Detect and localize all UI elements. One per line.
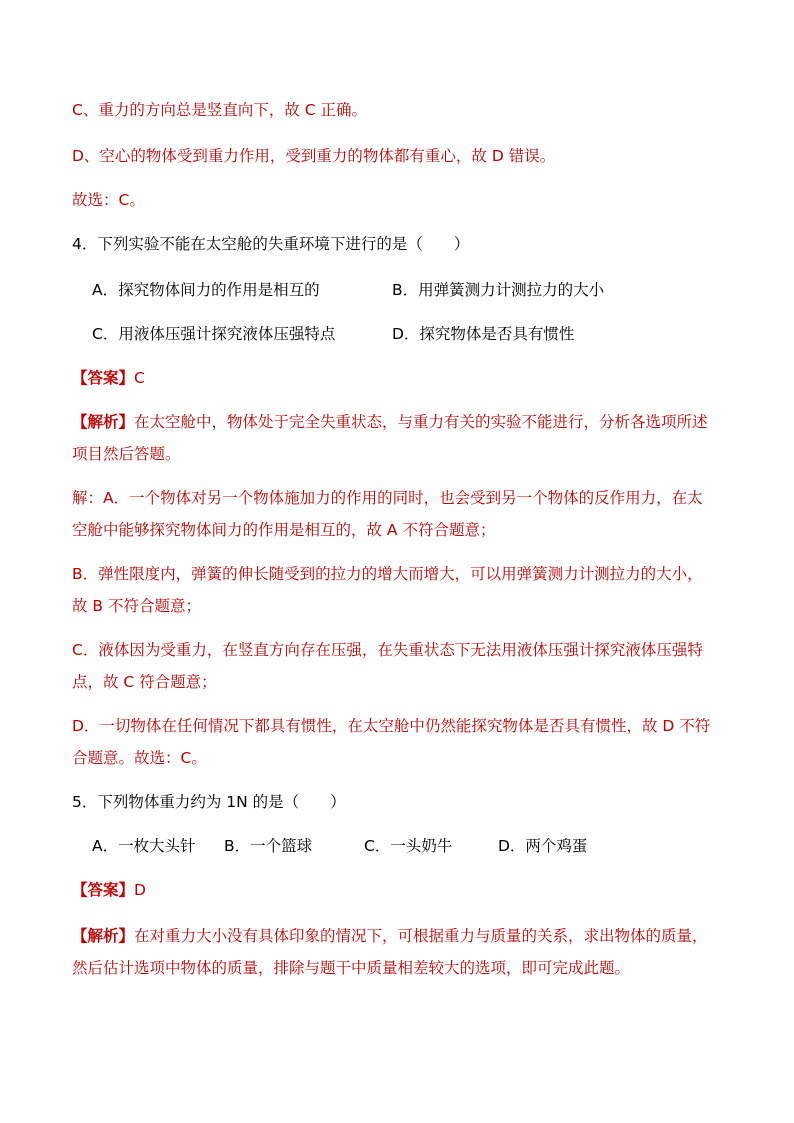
answer-value: D <box>134 881 146 899</box>
q4-solution-c-line-1: C．液体因为受重力，在竖直方向存在压强，在失重状态下无法用液体压强计探究液体压强特 <box>72 641 703 659</box>
prev-explanation-c: C、重力的方向总是竖直向下，故 C 正确。 <box>72 101 368 119</box>
q5-option-d: D．两个鸡蛋 <box>498 837 588 855</box>
q4-option-a: A．探究物体间力的作用是相互的 <box>92 281 320 299</box>
q4-solution-d-line-2: 合题意。故选：C。 <box>72 749 207 767</box>
q4-solution-b-line-2: 故 B 不符合题意； <box>72 597 201 615</box>
q4-solution-a-line-1: 解：A．一个物体对另一个物体施加力的作用的同时，也会受到另一个物体的反作用力，在太 <box>72 489 703 507</box>
analysis-tag: 【解析】 <box>72 927 135 945</box>
q4-solution-a-line-2: 空舱中能够探究物体间力的作用是相互的，故 A 不符合题意； <box>72 521 496 539</box>
q5-option-a: A．一枚大头针 <box>92 837 196 855</box>
q4-solution-b-line-1: B．弹性限度内，弹簧的伸长随受到的拉力的增大而增大，可以用弹簧测力计测拉力的大小， <box>72 565 703 583</box>
q5-option-b: B．一个篮球 <box>224 837 313 855</box>
q4-option-d: D．探究物体是否具有惯性 <box>392 325 575 343</box>
analysis-text: 在对重力大小没有具体印象的情况下，可根据重力与质量的关系，求出物体的质量， <box>134 927 708 945</box>
q5-analysis-line-2: 然后估计选项中物体的质量，排除与题干中质量相差较大的选项，即可完成此题。 <box>72 959 631 977</box>
q4-solution-d-line-1: D．一切物体在任何情况下都具有惯性，在太空舱中仍然能探究物体是否具有惯性，故 D 不符 <box>72 717 711 735</box>
prev-answer-select: 故选：C。 <box>72 191 145 209</box>
answer-tag: 【答案】 <box>72 881 135 899</box>
q4-option-c: C．用液体压强计探究液体压强特点 <box>92 325 336 343</box>
answer-value: C <box>134 369 145 387</box>
q4-analysis-line-1 <box>72 412 708 432</box>
q5-stem: 5．下列物体重力约为 1N 的是（ ） <box>72 793 346 811</box>
q5-analysis-line-1 <box>72 926 708 946</box>
analysis-text: 在太空舱中，物体处于完全失重状态，与重力有关的实验不能进行，分析各选项所述 <box>134 413 708 431</box>
q5-answer <box>72 880 146 900</box>
analysis-tag: 【解析】 <box>72 413 135 431</box>
q5-option-c: C．一头奶牛 <box>364 837 453 855</box>
q4-analysis-line-2: 项目然后答题。 <box>72 445 181 463</box>
q4-answer <box>72 368 145 388</box>
prev-explanation-d: D、空心的物体受到重力作用，受到重力的物体都有重心，故 D 错误。 <box>72 147 556 165</box>
answer-tag: 【答案】 <box>72 369 135 387</box>
q4-option-b: B．用弹簧测力计测拉力的大小 <box>392 281 605 299</box>
q4-solution-c-line-2: 点，故 C 符合题意； <box>72 673 217 691</box>
q4-stem: 4．下列实验不能在太空舱的失重环境下进行的是（ ） <box>72 235 470 253</box>
